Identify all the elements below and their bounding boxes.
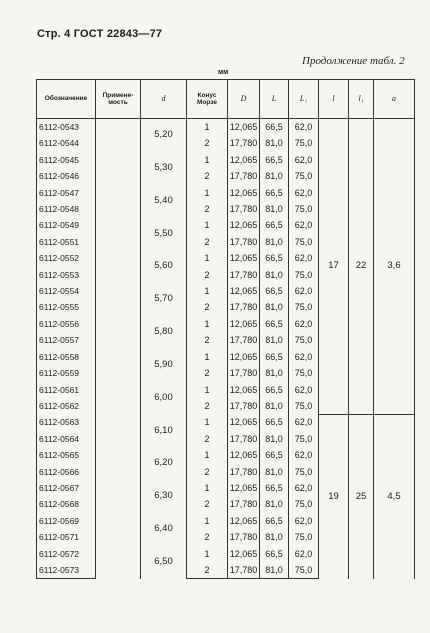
D-cell: 17,780 xyxy=(228,562,260,579)
cone-cell: 2 xyxy=(187,464,228,480)
L-cell: 81,0 xyxy=(260,234,289,250)
L-cell: 66,5 xyxy=(260,119,289,136)
L1-cell: 62,0 xyxy=(289,283,319,299)
cone-cell: 2 xyxy=(187,529,228,545)
L1-cell: 62,0 xyxy=(289,119,319,136)
col-header-cone-text: Конус Морзе xyxy=(196,91,218,106)
L-cell: 81,0 xyxy=(260,496,289,512)
d-cell: 6,20 xyxy=(141,447,187,480)
L1-cell: 75,0 xyxy=(289,168,319,184)
D-cell: 12,065 xyxy=(228,546,260,562)
D-cell: 17,780 xyxy=(228,332,260,348)
d-cell: 5,50 xyxy=(141,217,187,250)
D-cell: 17,780 xyxy=(228,496,260,512)
designation-cell: 6112-0548 xyxy=(37,201,96,217)
page-title: Стр. 4 ГОСТ 22843—77 xyxy=(37,28,163,40)
col-header-application-text: Примене- мость xyxy=(102,91,134,106)
l1-cell: 22 xyxy=(349,119,374,415)
col-header-L1: L₁ xyxy=(289,80,319,119)
cone-cell: 2 xyxy=(187,365,228,381)
D-cell: 17,780 xyxy=(228,529,260,545)
d-cell: 6,40 xyxy=(141,513,187,546)
L-cell: 81,0 xyxy=(260,201,289,217)
designation-cell: 6112-0564 xyxy=(37,431,96,447)
cone-cell: 1 xyxy=(187,382,228,398)
designation-cell: 6112-0544 xyxy=(37,135,96,151)
D-cell: 12,065 xyxy=(228,414,260,430)
designation-cell: 6112-0565 xyxy=(37,447,96,463)
L1-cell: 62,0 xyxy=(289,414,319,430)
L-cell: 66,5 xyxy=(260,283,289,299)
cone-cell: 2 xyxy=(187,201,228,217)
designation-cell: 6112-0553 xyxy=(37,267,96,283)
L-cell: 66,5 xyxy=(260,382,289,398)
designation-cell: 6112-0571 xyxy=(37,529,96,545)
cone-cell: 2 xyxy=(187,168,228,184)
designation-cell: 6112-0552 xyxy=(37,250,96,266)
d-cell: 5,80 xyxy=(141,316,187,349)
cone-cell: 1 xyxy=(187,349,228,365)
col-header-l1: l₁ xyxy=(349,80,374,119)
L-cell: 66,5 xyxy=(260,152,289,168)
L1-cell: 62,0 xyxy=(289,316,319,332)
cone-cell: 2 xyxy=(187,299,228,315)
L-cell: 81,0 xyxy=(260,299,289,315)
L-cell: 66,5 xyxy=(260,250,289,266)
cone-cell: 2 xyxy=(187,496,228,512)
table-continuation-note: Продолжение табл. 2 xyxy=(302,55,405,67)
d-cell: 5,30 xyxy=(141,152,187,185)
table-row xyxy=(37,119,415,136)
D-cell: 12,065 xyxy=(228,447,260,463)
D-cell: 12,065 xyxy=(228,382,260,398)
L1-cell: 75,0 xyxy=(289,496,319,512)
D-cell: 17,780 xyxy=(228,431,260,447)
designation-cell: 6112-0561 xyxy=(37,382,96,398)
L1-cell: 75,0 xyxy=(289,234,319,250)
spec-table xyxy=(36,79,415,579)
L1-cell: 75,0 xyxy=(289,398,319,414)
d-cell: 5,60 xyxy=(141,250,187,283)
col-header-D: D xyxy=(228,80,260,119)
d-cell: 5,70 xyxy=(141,283,187,316)
D-cell: 12,065 xyxy=(228,480,260,496)
D-cell: 12,065 xyxy=(228,152,260,168)
L1-cell: 62,0 xyxy=(289,546,319,562)
designation-cell: 6112-0562 xyxy=(37,398,96,414)
L1-cell: 62,0 xyxy=(289,185,319,201)
l-cell: 19 xyxy=(319,414,349,579)
col-header-L: L xyxy=(260,80,289,119)
designation-cell: 6112-0556 xyxy=(37,316,96,332)
designation-cell: 6112-0559 xyxy=(37,365,96,381)
D-cell: 17,780 xyxy=(228,168,260,184)
designation-cell: 6112-0563 xyxy=(37,414,96,430)
d-cell: 6,10 xyxy=(141,414,187,447)
designation-cell: 6112-0573 xyxy=(37,562,96,579)
designation-cell: 6112-0554 xyxy=(37,283,96,299)
col-header-designation: Обозначение xyxy=(37,80,96,119)
L-cell: 81,0 xyxy=(260,168,289,184)
L-cell: 81,0 xyxy=(260,398,289,414)
L1-cell: 75,0 xyxy=(289,464,319,480)
designation-cell: 6112-0543 xyxy=(37,119,96,136)
L1-cell: 75,0 xyxy=(289,431,319,447)
designation-cell: 6112-0549 xyxy=(37,217,96,233)
cone-cell: 2 xyxy=(187,398,228,414)
D-cell: 12,065 xyxy=(228,217,260,233)
L-cell: 81,0 xyxy=(260,267,289,283)
L-cell: 66,5 xyxy=(260,316,289,332)
units-label: мм xyxy=(218,69,229,76)
table-row xyxy=(37,414,415,430)
L1-cell: 62,0 xyxy=(289,152,319,168)
L-cell: 81,0 xyxy=(260,431,289,447)
cone-cell: 1 xyxy=(187,414,228,430)
cone-cell: 1 xyxy=(187,152,228,168)
L-cell: 81,0 xyxy=(260,464,289,480)
D-cell: 17,780 xyxy=(228,299,260,315)
L-cell: 66,5 xyxy=(260,349,289,365)
designation-cell: 6112-0547 xyxy=(37,185,96,201)
L1-cell: 75,0 xyxy=(289,135,319,151)
D-cell: 17,780 xyxy=(228,464,260,480)
D-cell: 12,065 xyxy=(228,316,260,332)
l1-cell: 25 xyxy=(349,414,374,579)
D-cell: 17,780 xyxy=(228,398,260,414)
L1-cell: 62,0 xyxy=(289,349,319,365)
cone-cell: 1 xyxy=(187,250,228,266)
d-cell: 6,50 xyxy=(141,546,187,579)
L1-cell: 62,0 xyxy=(289,250,319,266)
col-header-application xyxy=(96,80,141,119)
cone-cell: 1 xyxy=(187,316,228,332)
D-cell: 17,780 xyxy=(228,365,260,381)
designation-cell: 6112-0546 xyxy=(37,168,96,184)
table-body xyxy=(37,119,415,579)
L1-cell: 75,0 xyxy=(289,267,319,283)
cone-cell: 2 xyxy=(187,135,228,151)
d-cell: 6,30 xyxy=(141,480,187,513)
designation-cell: 6112-0551 xyxy=(37,234,96,250)
cone-cell: 1 xyxy=(187,119,228,136)
L-cell: 66,5 xyxy=(260,447,289,463)
designation-cell: 6112-0558 xyxy=(37,349,96,365)
cone-cell: 1 xyxy=(187,283,228,299)
cone-cell: 2 xyxy=(187,234,228,250)
L-cell: 66,5 xyxy=(260,513,289,529)
designation-cell: 6112-0569 xyxy=(37,513,96,529)
cone-cell: 1 xyxy=(187,480,228,496)
L1-cell: 75,0 xyxy=(289,529,319,545)
L1-cell: 62,0 xyxy=(289,382,319,398)
cone-cell: 2 xyxy=(187,267,228,283)
cone-cell: 1 xyxy=(187,546,228,562)
cone-cell: 2 xyxy=(187,431,228,447)
D-cell: 12,065 xyxy=(228,185,260,201)
a-cell: 4,5 xyxy=(374,414,415,579)
d-cell: 5,90 xyxy=(141,349,187,382)
cone-cell: 1 xyxy=(187,185,228,201)
L1-cell: 75,0 xyxy=(289,332,319,348)
L-cell: 81,0 xyxy=(260,562,289,579)
D-cell: 17,780 xyxy=(228,267,260,283)
designation-cell: 6112-0545 xyxy=(37,152,96,168)
D-cell: 17,780 xyxy=(228,135,260,151)
L1-cell: 62,0 xyxy=(289,513,319,529)
L1-cell: 62,0 xyxy=(289,480,319,496)
d-cell: 5,20 xyxy=(141,119,187,152)
d-cell: 6,00 xyxy=(141,382,187,415)
L-cell: 81,0 xyxy=(260,135,289,151)
col-header-a: a xyxy=(374,80,415,119)
D-cell: 17,780 xyxy=(228,234,260,250)
col-header-cone xyxy=(187,80,228,119)
L-cell: 66,5 xyxy=(260,185,289,201)
l-cell: 17 xyxy=(319,119,349,415)
designation-cell: 6112-0566 xyxy=(37,464,96,480)
L-cell: 66,5 xyxy=(260,217,289,233)
designation-cell: 6112-0557 xyxy=(37,332,96,348)
D-cell: 17,780 xyxy=(228,201,260,217)
application-cell xyxy=(96,119,141,579)
col-header-d: d xyxy=(141,80,187,119)
L-cell: 66,5 xyxy=(260,546,289,562)
L1-cell: 62,0 xyxy=(289,217,319,233)
L-cell: 81,0 xyxy=(260,332,289,348)
D-cell: 12,065 xyxy=(228,119,260,136)
D-cell: 12,065 xyxy=(228,250,260,266)
L-cell: 66,5 xyxy=(260,414,289,430)
L1-cell: 75,0 xyxy=(289,365,319,381)
table-header-row xyxy=(37,80,415,119)
cone-cell: 1 xyxy=(187,513,228,529)
D-cell: 12,065 xyxy=(228,513,260,529)
cone-cell: 2 xyxy=(187,562,228,579)
D-cell: 12,065 xyxy=(228,349,260,365)
d-cell: 5,40 xyxy=(141,185,187,218)
L1-cell: 75,0 xyxy=(289,562,319,579)
designation-cell: 6112-0555 xyxy=(37,299,96,315)
L1-cell: 75,0 xyxy=(289,299,319,315)
col-header-l: l xyxy=(319,80,349,119)
cone-cell: 1 xyxy=(187,217,228,233)
a-cell: 3,6 xyxy=(374,119,415,415)
cone-cell: 1 xyxy=(187,447,228,463)
cone-cell: 2 xyxy=(187,332,228,348)
designation-cell: 6112-0568 xyxy=(37,496,96,512)
L1-cell: 75,0 xyxy=(289,201,319,217)
D-cell: 12,065 xyxy=(228,283,260,299)
L1-cell: 62,0 xyxy=(289,447,319,463)
designation-cell: 6112-0567 xyxy=(37,480,96,496)
L-cell: 81,0 xyxy=(260,365,289,381)
L-cell: 66,5 xyxy=(260,480,289,496)
L-cell: 81,0 xyxy=(260,529,289,545)
designation-cell: 6112-0572 xyxy=(37,546,96,562)
